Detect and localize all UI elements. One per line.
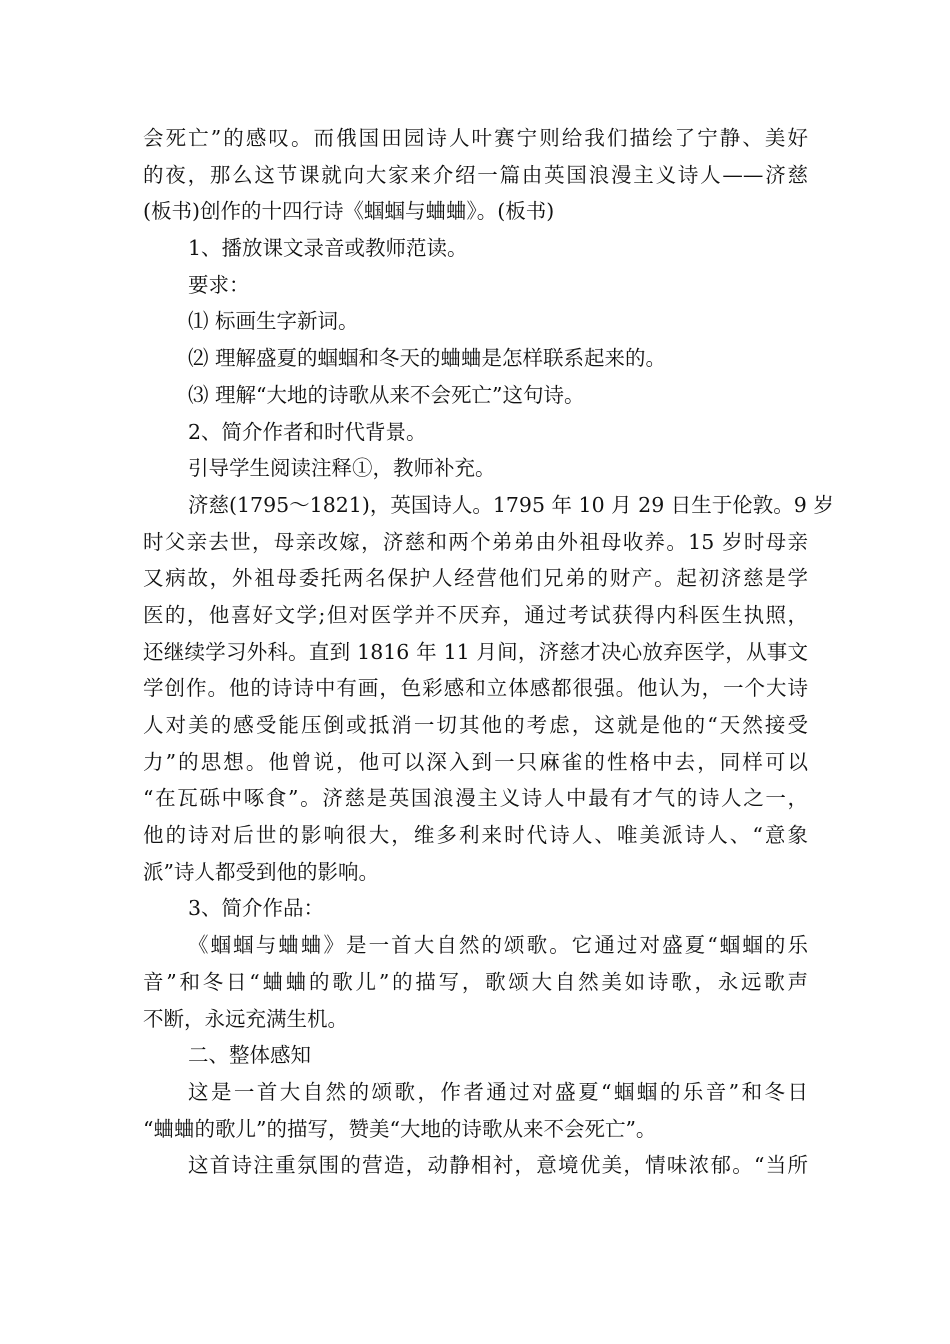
text-line: “在瓦砾中啄食”。济慈是英国浪漫主义诗人中最有才气的诗人之一， [143,786,808,811]
text-line: 医的，他喜好文学;但对医学并不厌弃，通过考试获得内科医生执照， [143,602,808,627]
text-line: ⑶ 理解“大地的诗歌从来不会死亡”这句诗。 [188,382,585,407]
text-line: 要求： [188,272,250,297]
text-line: 的夜，那么这节课就向大家来介绍一篇由英国浪漫主义诗人——济慈 [143,162,808,187]
text-line: 《蝈蝈与蛐蛐》是一首大自然的颂歌。它通过对盛夏“蝈蝈的乐 [188,933,808,958]
text-line: 力”的思想。他曾说，他可以深入到一只麻雀的性格中去，同样可以 [143,749,808,774]
text-line: 又病故，外祖母委托两名保护人经营他们兄弟的财产。起初济慈是学 [143,566,808,591]
text-line: 不断，永远充满生机。 [143,1006,348,1031]
text-line: ⑴ 标画生字新词。 [188,309,359,334]
text-line: 引导学生阅读注释①，教师补充。 [188,456,496,481]
text-line: 这是一首大自然的颂歌，作者通过对盛夏“蝈蝈的乐音”和冬日 [188,1079,808,1104]
text-line: “蛐蛐的歌儿”的描写，赞美“大地的诗歌从来不会死亡”。 [143,1116,657,1141]
document-page [143,120,834,1184]
text-line: ⑵ 理解盛夏的蝈蝈和冬天的蛐蛐是怎样联系起来的。 [188,346,667,371]
text-line: 3、简介作品： [188,896,325,921]
text-line: 会死亡”的感叹。而俄国田园诗人叶赛宁则给我们描绘了宁静、美好 [143,126,808,150]
text-line: 他的诗对后世的影响很大，维多利来时代诗人、唯美派诗人、“意象 [143,823,808,848]
text-line: 时父亲去世，母亲改嫁，济慈和两个弟弟由外祖母收养。15 岁时母亲 [143,529,808,554]
text-line: 派”诗人都受到他的影响。 [143,859,379,884]
text-line: 人对美的感受能压倒或抵消一切其他的考虑，这就是他的“天然接受 [143,713,808,737]
text-line: 济慈(1795～1821)，英国诗人。1795 年 10 月 29 日生于伦敦。9 岁 [188,492,834,517]
text-line: 二、整体感知 [188,1043,311,1068]
text-line: 2、简介作者和时代背景。 [188,419,427,444]
text-line: 这首诗注重氛围的营造，动静相衬，意境优美，情味浓郁。“当所 [188,1153,808,1178]
text-line: (板书)创作的十四行诗《蝈蝈与蛐蛐》。(板书) [143,199,555,224]
text-line: 音”和冬日“蛐蛐的歌儿”的描写，歌颂大自然美如诗歌，永远歌声 [143,969,808,994]
text-line: 学创作。他的诗诗中有画，色彩感和立体感都很强。他认为，一个大诗 [143,676,808,701]
text-line: 还继续学习外科。直到 1816 年 11 月间，济慈才决心放弃医学，从事文 [143,639,808,664]
text-line: 1、播放课文录音或教师范读。 [188,236,468,261]
